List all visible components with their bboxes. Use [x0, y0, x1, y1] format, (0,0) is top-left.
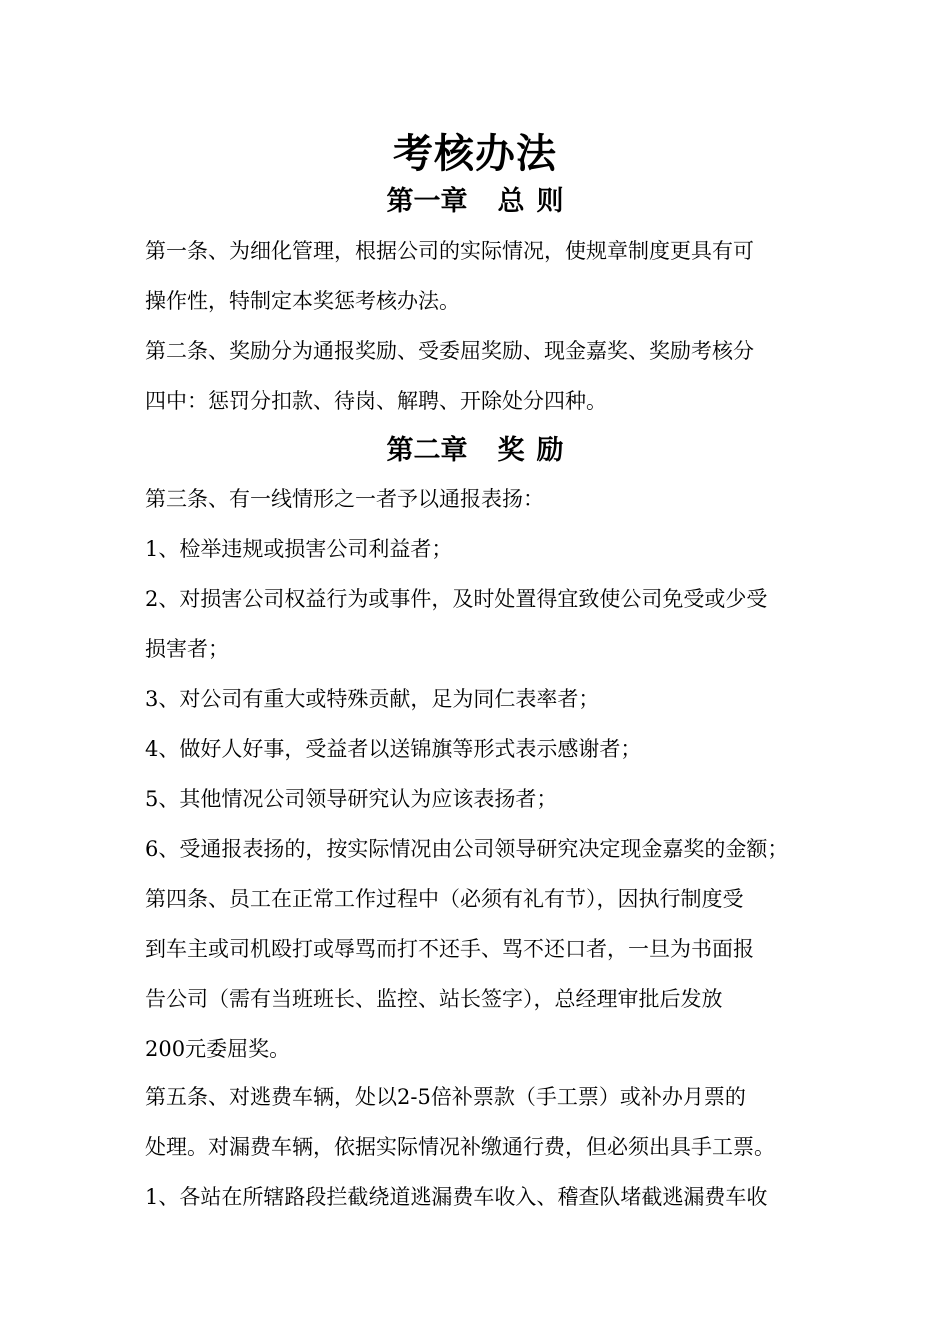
list-item: 2、对损害公司权益行为或事件，及时处置得宜致使公司免受或少受 — [145, 587, 768, 611]
list-item: 1、检举违规或损害公司利益者； — [145, 537, 453, 561]
list-item: 5、其他情况公司领导研究认为应该表扬者； — [145, 787, 558, 811]
paragraph-line: 第五条、对逃费车辆，处以2-5倍补票款（手工票）或补办月票的 — [145, 1085, 746, 1109]
paragraph-line: 第三条、有一线情形之一者予以通报表扬： — [145, 487, 544, 511]
list-item: 6、受通报表扬的，按实际情况由公司领导研究决定现金嘉奖的金额； — [145, 837, 789, 861]
list-item: 4、做好人好事，受益者以送锦旗等形式表示感谢者； — [145, 737, 642, 761]
paragraph-line: 操作性，特制定本奖惩考核办法。 — [145, 289, 460, 313]
paragraph-line: 损害者； — [145, 637, 229, 661]
paragraph-line: 四中：惩罚分扣款、待岗、解聘、开除处分四种。 — [145, 389, 607, 413]
list-item: 3、对公司有重大或特殊贡献，足为同仁表率者； — [145, 687, 600, 711]
document-title: 考核办法 — [393, 130, 557, 177]
chapter-word: 励 — [536, 435, 564, 466]
list-item: 1、各站在所辖路段拦截绕道逃漏费车收入、稽查队堵截逃漏费车收 — [145, 1185, 768, 1209]
paragraph-line: 第一条、为细化管理，根据公司的实际情况，使规章制度更具有可 — [145, 239, 754, 263]
chapter-heading-1 — [0, 182, 950, 222]
chapter-label: 第二章 — [386, 435, 468, 466]
chapter-word: 总 — [497, 186, 525, 217]
paragraph-line: 第四条、员工在正常工作过程中（必须有礼有节），因执行制度受 — [145, 887, 744, 911]
paragraph-line: 第二条、奖励分为通报奖励、受委屈奖励、现金嘉奖、奖励考核分 — [145, 339, 754, 363]
paragraph-line: 告公司（需有当班班长、监控、站长签字），总经理审批后发放 — [145, 987, 723, 1011]
chapter-label: 第一章 — [386, 186, 468, 217]
chapter-word: 则 — [536, 186, 564, 217]
paragraph-line: 200元委屈奖。 — [145, 1037, 291, 1061]
paragraph-line: 处理。对漏费车辆，依据实际情况补缴通行费，但必须出具手工票。 — [145, 1135, 775, 1159]
chapter-heading-2 — [0, 431, 950, 471]
paragraph-line: 到车主或司机殴打或辱骂而打不还手、骂不还口者，一旦为书面报 — [145, 937, 754, 961]
chapter-word: 奖 — [497, 435, 525, 466]
